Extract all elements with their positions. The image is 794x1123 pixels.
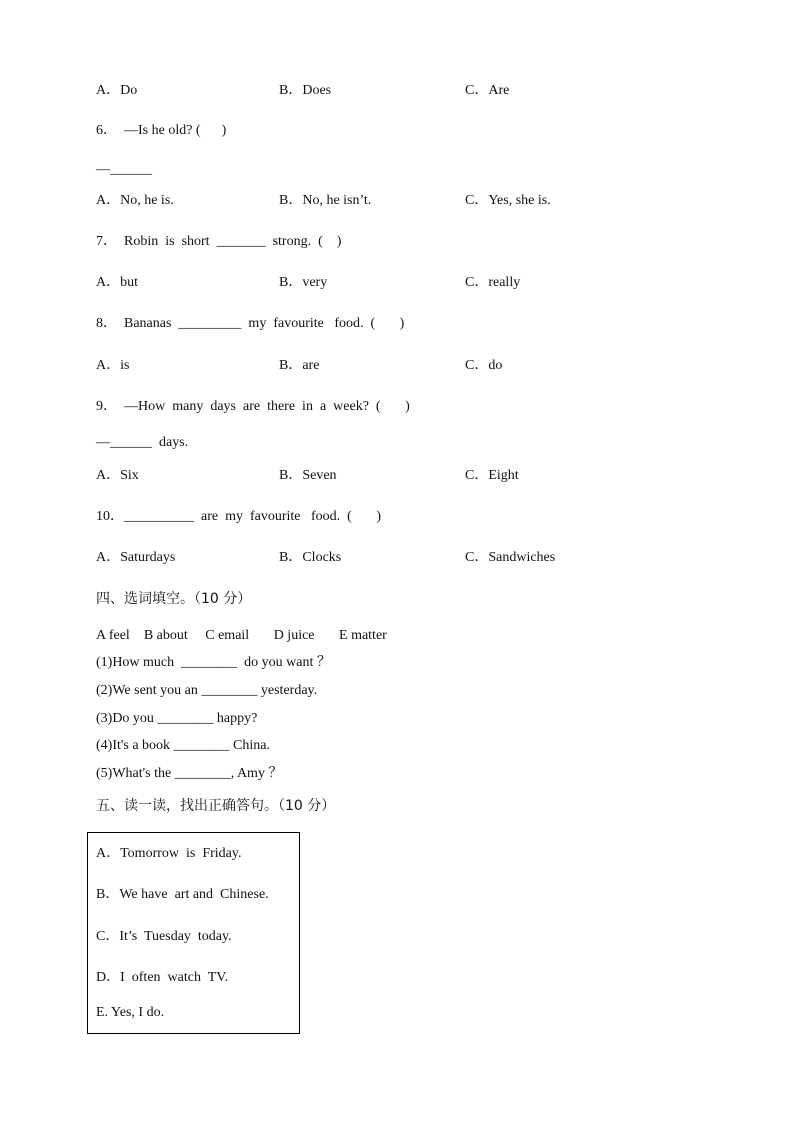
question-stem: 9． —How many days are there in a week? ( ) [96,399,410,414]
option-b: B．No, he isn’t. [279,193,372,208]
question-stem: 10．__________ are my favourite food. ( ) [96,509,381,524]
option-c: C．Eight [465,468,519,483]
answer-choice: E. Yes, I do. [96,1005,165,1020]
option-c: C．Are [465,83,510,98]
option-b: B．Does [279,83,332,98]
fill-item: (5)What's the ________, Amy ？ [96,766,283,781]
option-a: A．No, he is. [96,193,174,208]
fill-item: (2)We sent you an ________ yesterday. [96,683,318,698]
fill-item: (4)It's a book ________ China. [96,738,271,753]
answer-choice: D．I often watch TV. [96,970,229,985]
fill-item: (3)Do you ________ happy? [96,711,258,726]
answer-line: —______ [96,162,152,177]
option-b: B．very [279,275,328,290]
option-a: A．is [96,358,130,373]
answer-choices-box [87,832,300,1034]
option-a: A．Do [96,83,138,98]
option-b: B．are [279,358,320,373]
question-stem: 7． Robin is short _______ strong. ( ) [96,234,342,249]
question-stem: 6． —Is he old? ( ) [96,123,227,138]
answer-choice: B．We have art and Chinese. [96,887,269,902]
option-a: A．Six [96,468,139,483]
section-heading: 五、读一读，找出正确答句。（10 分） [96,798,336,814]
option-b: B．Seven [279,468,337,483]
fill-item: (1)How much ________ do you want ？ [96,655,331,670]
option-c: C．Yes, she is. [465,193,551,208]
option-c: C．really [465,275,521,290]
section-heading: 四、选词填空。（10 分） [96,591,252,607]
answer-choice: C．It’s Tuesday today. [96,929,232,944]
option-b: B．Clocks [279,550,342,565]
answer-line: —______ days. [96,435,189,450]
option-c: C．Sandwiches [465,550,556,565]
answer-choice: A．Tomorrow is Friday. [96,846,242,861]
option-a: A．Saturdays [96,550,176,565]
option-c: C．do [465,358,503,373]
word-bank: A feel B about C email D juice E matter [96,628,387,643]
question-stem: 8． Bananas _________ my favourite food. ( ) [96,316,405,331]
option-a: A．but [96,275,138,290]
